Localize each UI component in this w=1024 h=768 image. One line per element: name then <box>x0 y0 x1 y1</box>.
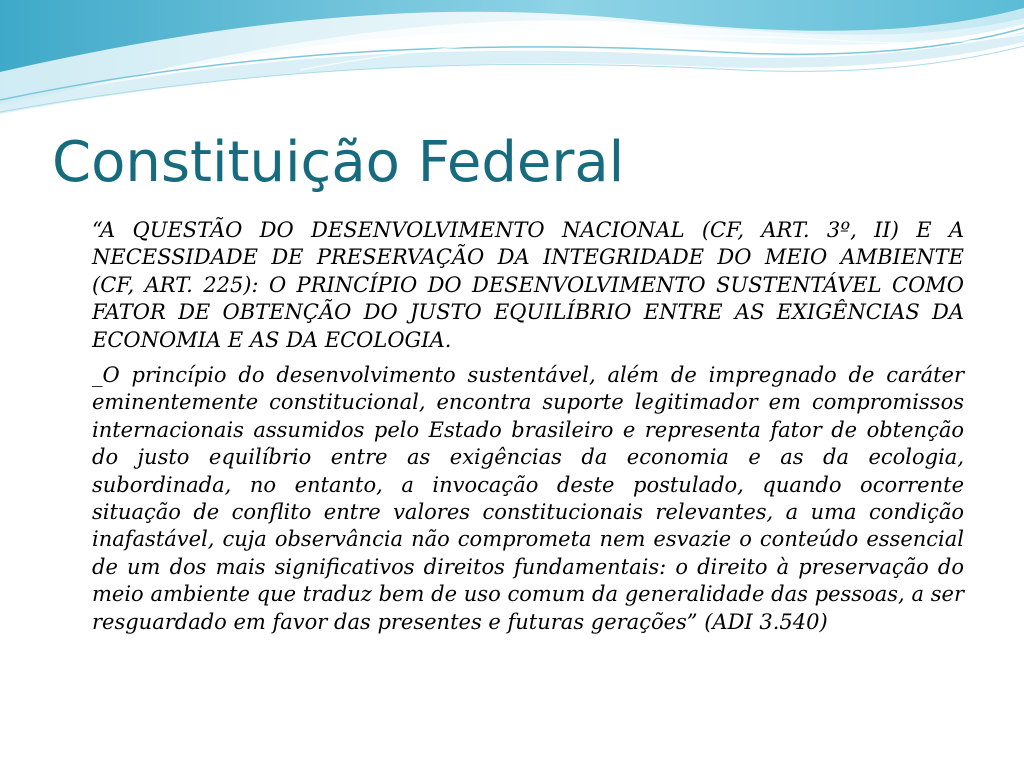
body-paragraph-heading: “A QUESTÃO DO DESENVOLVIMENTO NACIONAL (CF, ART. 3º, II) E A NECESSIDADE DE PRESERVAÇÃO DA INTEGRIDADE DO MEIO AMBIENTE (CF, ART. 225): O PRINCÍPIO DO DESENVOLVIMENTO SUSTENTÁVEL COMO FATOR DE OBTENÇÃO DO JUSTO EQUILÍBRIO ENTRE AS EXIGÊNCIAS DA ECONOMIA E AS DA ECOLOGIA. <box>92 218 964 352</box>
decorative-wave-banner <box>0 0 1024 130</box>
slide-title: Constituição Federal <box>52 130 625 195</box>
body-paragraph-quote: _O princípio do desenvolvimento sustentável, além de impregnado de caráter eminentemente constitucional, encontra suporte legitimador em compromissos internacionais assumidos pelo Estado brasileiro e representa fator de obtenção do justo equilíbrio entre as exigências da economia e as da ecologia, subordinada, no entanto, a invocação deste postulado, quando ocorrente situação de conflito entre valores constitucionais relevantes, a uma condição inafastável, cuja observância não comprometa nem esvazie o conteúdo essencial de um dos mais significativos direitos fundamentais: o direito à preservação do meio ambiente que traduz bem de uso comum da generalidade das pessoas, a ser resguardado em favor das presentes e futuras gerações” (ADI 3.540) <box>92 363 964 634</box>
slide-body <box>92 217 964 636</box>
